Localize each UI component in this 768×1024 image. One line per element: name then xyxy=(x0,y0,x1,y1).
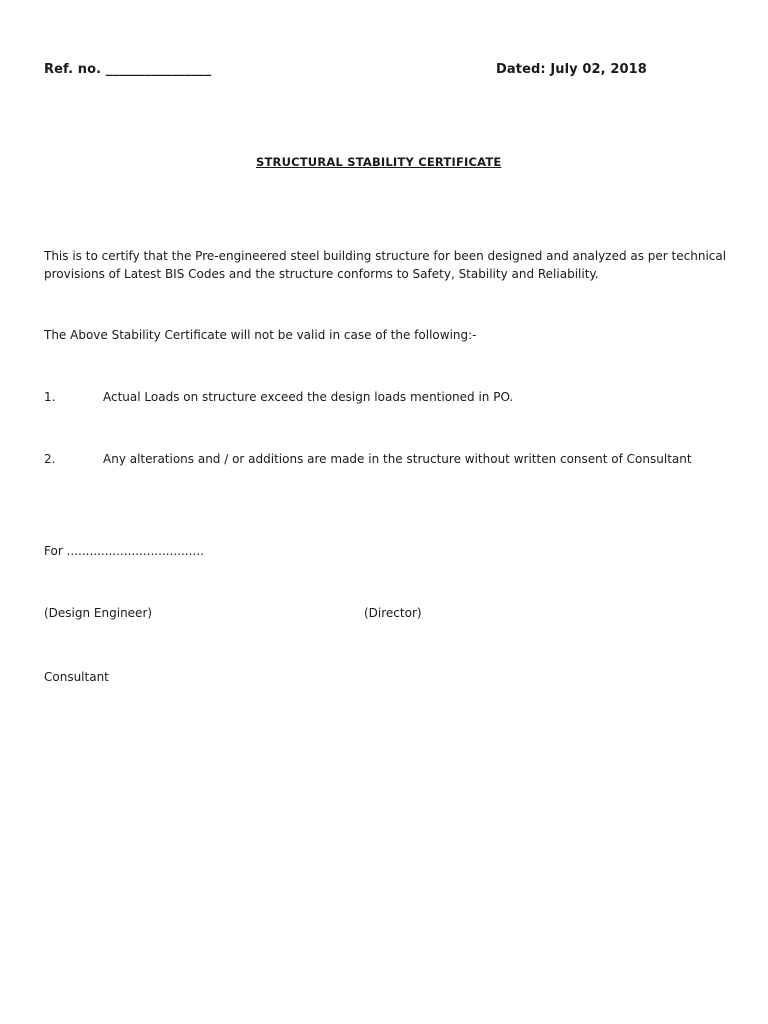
consultant-label: Consultant xyxy=(44,670,109,684)
condition-number-2: 2. xyxy=(44,452,56,466)
certify-paragraph xyxy=(44,247,727,283)
condition-text-1: Actual Loads on structure exceed the design loads mentioned in PO. xyxy=(103,390,514,404)
ref-number-label: Ref. no. ________________ xyxy=(44,62,212,77)
validity-intro: The Above Stability Certificate will not be valid in case of the following:- xyxy=(44,328,477,342)
condition-number-1: 1. xyxy=(44,390,56,404)
page-title: STRUCTURAL STABILITY CERTIFICATE xyxy=(256,155,502,169)
date-label: Dated: July 02, 2018 xyxy=(496,62,647,77)
certify-line-2: provisions of Latest BIS Codes and the structure conforms to Safety, Stability and Reliability. xyxy=(44,267,599,281)
director-label: (Director) xyxy=(364,606,422,620)
design-engineer-label: (Design Engineer) xyxy=(44,606,153,620)
condition-text-2: Any alterations and / or additions are made in the structure without written consent of Consultant xyxy=(103,452,692,466)
certify-line-1: This is to certify that the Pre-engineered steel building structure for been designed and analyzed as per technical xyxy=(44,249,727,263)
for-line: For .................................... xyxy=(44,544,204,558)
